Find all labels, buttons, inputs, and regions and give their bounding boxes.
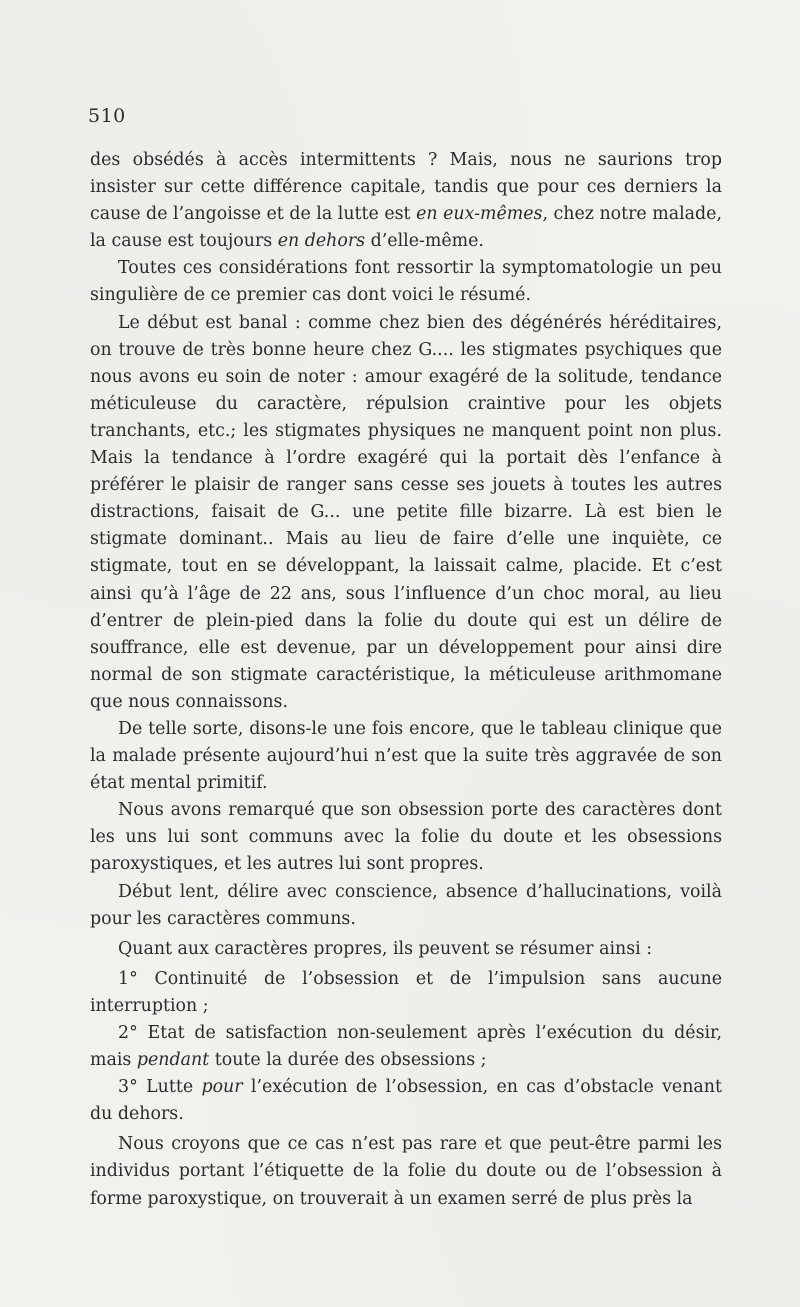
text-run: 2° Etat de satisfaction non-seulement après l’exécution du désir, mais	[90, 1023, 722, 1071]
paragraph	[90, 936, 722, 963]
text-run: Nous croyons que ce cas n’est pas rare et que peut-être parmi les individus portant l’étiquette de la folie du doute ou de l’obsession à forme paroxystique, on trouverait à un examen serré de plus près la	[90, 1134, 722, 1209]
text-run: Nous avons remarqué que son obsession porte des caractères dont les uns lui sont communs avec la folie du doute et les obsessions paroxystiques, et les autres lui sont propres.	[90, 800, 722, 875]
text-run: toute la durée des obsessions ;	[209, 1050, 487, 1071]
text-run: De telle sorte, disons-le une fois encore, que le tableau clinique que la malade présente aujourd’hui n’est que la suite très aggravée de son état mental primitif.	[90, 718, 722, 794]
text-run: Quant aux caractères propres, ils peuvent se résumer ainsi :	[118, 938, 653, 959]
text-run: 1° Continuité de l’obsession et de l’impulsion sans aucune interruption ;	[90, 968, 722, 1016]
paragraph	[90, 255, 722, 309]
page-number: 510	[88, 105, 126, 127]
list-item	[90, 1074, 722, 1128]
text-run: , chez notre malade, la cause est toujours	[90, 204, 722, 252]
text-run: Toutes ces considérations font ressortir la symptomatologie un peu singulière de ce premier cas dont voici le résumé.	[90, 258, 722, 306]
text-run: des obsédés à accès intermittents ? Mais, nous ne saurions trop insister sur cette différence capitale, tandis que pour ces derniers la cause de l’angoisse et de la lutte est	[90, 150, 722, 225]
italic-text: pour	[201, 1077, 243, 1098]
paragraph	[90, 310, 722, 716]
paragraph	[90, 1131, 722, 1212]
italic-text: pendant	[136, 1050, 210, 1071]
paragraph	[90, 147, 722, 255]
body-text	[90, 147, 722, 1213]
paragraph	[90, 716, 722, 797]
text-run: Début lent, délire avec conscience, absence d’hallucinations, voilà pour les caractères communs.	[90, 881, 722, 929]
text-run: l’exécution de l’obsession, en cas d’obstacle venant du dehors.	[90, 1077, 722, 1125]
paragraph	[90, 879, 722, 933]
list-item	[90, 966, 722, 1020]
paragraph	[90, 797, 722, 878]
text-run: d’elle-même.	[365, 231, 484, 252]
italic-text: en eux-mêmes	[416, 204, 543, 225]
text-run: 3° Lutte	[118, 1077, 202, 1098]
text-run: Le début est banal : comme chez bien des dégénérés héréditaires, on trouve de très bonne heure chez G.... les stigmates psychiques que nous avons eu soin de noter : amour exagéré de la solitude, tendance méticuleuse du caractère, répulsion craintive pour les objets tranchants, etc.; les stigmates physiques ne manquent point non plus. Mais la tendance à l’ordre exagéré qui la portait dès l’enfance à préférer le plaisir de ranger sans cesse ses jouets à toutes les autres distractions, faisait de G... une petite fille bizarre. Là est bien le stigmate dominant.. Mais au lieu de faire d’elle une inquiète, ce stigmate, tout en se développant, la laissait calme, placide. Et c’est ainsi qu’à l’âge de 22 ans, sous l’influence d’un choc moral, au lieu d’entrer de plein-pied dans la folie du doute qui est un délire de souffrance, elle est devenue, par un développement pour ainsi dire normal de son stigmate caractéristique, la méticuleuse arithmomane que nous connaissons.	[90, 312, 722, 712]
italic-text: en dehors	[277, 231, 366, 252]
list-item	[90, 1020, 722, 1074]
